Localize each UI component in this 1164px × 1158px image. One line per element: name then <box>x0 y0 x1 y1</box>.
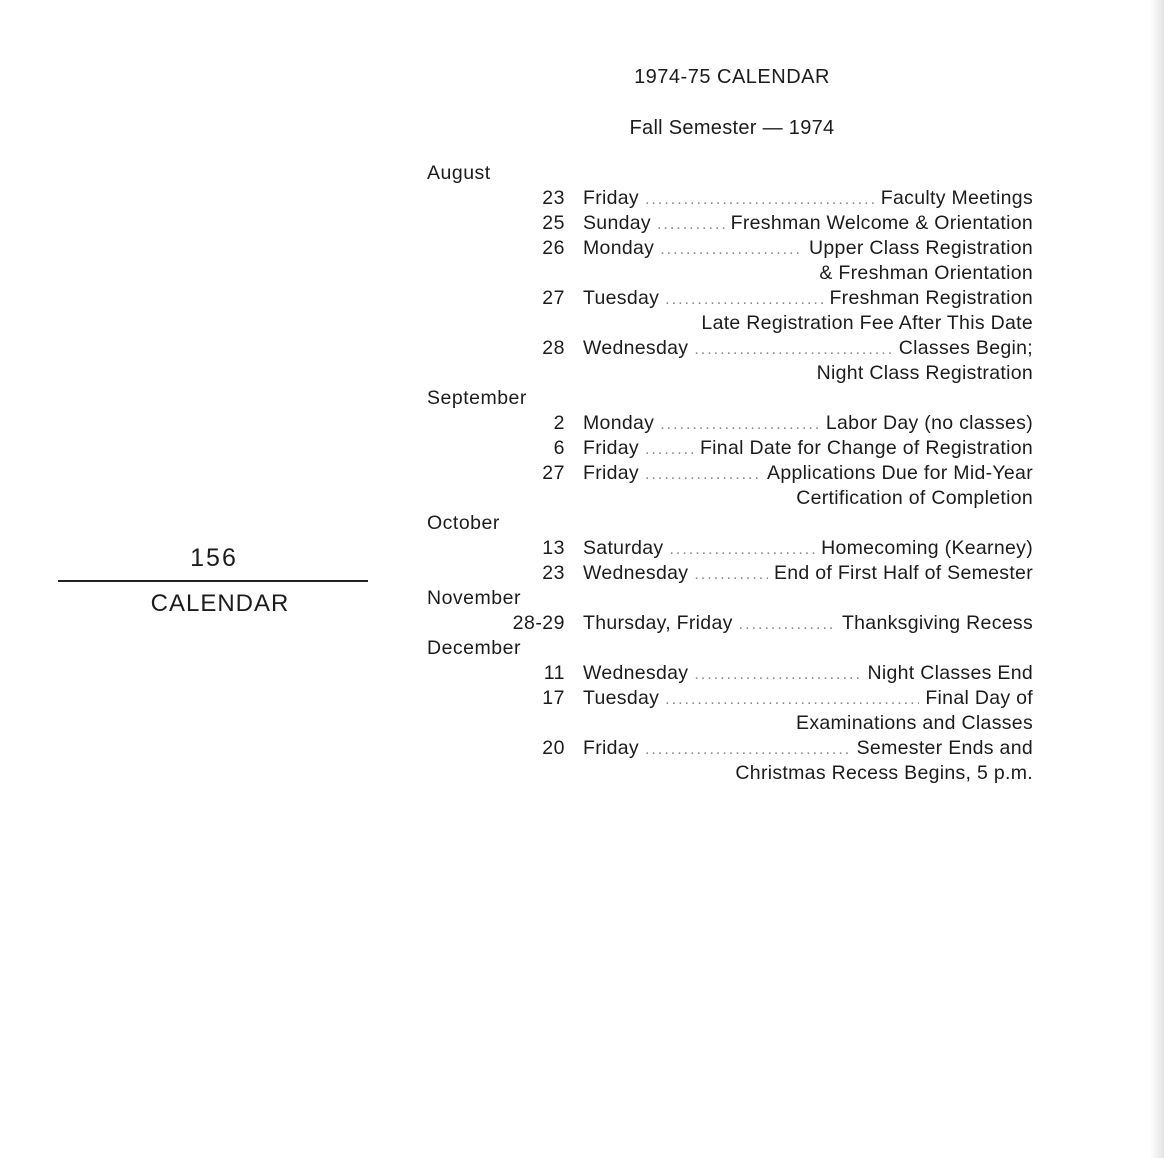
entry-event: Thanksgiving Recess <box>841 612 1033 634</box>
dot-leader <box>694 662 861 687</box>
calendar-entry <box>427 561 1033 586</box>
entry-event-continuation: Christmas Recess Begins, 5 p.m. <box>735 762 1033 784</box>
dot-leader <box>660 412 820 437</box>
entry-event-continuation: Certification of Completion <box>796 487 1033 509</box>
dot-leader <box>665 687 919 712</box>
calendar-entry <box>427 661 1033 686</box>
page-edge-shadow <box>1150 0 1164 1158</box>
calendar-entry <box>427 461 1033 486</box>
entry-weekday: Wednesday <box>583 662 689 684</box>
entry-date: 23 <box>542 187 565 209</box>
page-title: 1974-75 CALENDAR <box>634 66 830 88</box>
entry-event: Classes Begin; <box>898 337 1033 359</box>
entry-event-continuation: Late Registration Fee After This Date <box>701 312 1033 334</box>
entry-weekday: Wednesday <box>583 562 689 584</box>
entry-date: 27 <box>542 287 565 309</box>
entry-weekday: Friday <box>583 187 639 209</box>
entry-event-continuation: Examinations and Classes <box>796 712 1033 734</box>
calendar-entry <box>427 436 1033 461</box>
entry-event: End of First Half of Semester <box>773 562 1033 584</box>
dot-leader <box>739 612 836 637</box>
dot-leader <box>645 462 761 487</box>
entry-date: 25 <box>542 212 565 234</box>
entry-date: 26 <box>542 237 565 259</box>
entry-date: 28 <box>542 337 565 359</box>
entry-weekday: Monday <box>583 412 655 434</box>
entry-event: Applications Due for Mid-Year <box>767 462 1033 484</box>
semester-heading: Fall Semester — 1974 <box>629 117 835 139</box>
entry-event: Labor Day (no classes) <box>825 412 1033 434</box>
dot-leader <box>645 187 875 212</box>
dot-leader <box>694 562 768 587</box>
section-label: CALENDAR <box>150 590 290 617</box>
entry-weekday: Tuesday <box>583 687 660 709</box>
entry-event-continuation: & Freshman Orientation <box>819 262 1033 284</box>
calendar-entry <box>427 286 1033 311</box>
entry-date: 2 <box>553 412 565 434</box>
margin-divider <box>58 580 368 582</box>
month-heading: December <box>427 637 521 659</box>
entry-weekday: Wednesday <box>583 337 689 359</box>
calendar-entry <box>427 186 1033 211</box>
entry-date: 27 <box>542 462 565 484</box>
entry-weekday: Friday <box>583 462 639 484</box>
entry-weekday: Monday <box>583 237 655 259</box>
dot-leader <box>657 212 725 237</box>
entry-weekday: Sunday <box>583 212 651 234</box>
entry-event: Homecoming (Kearney) <box>821 537 1033 559</box>
entry-event: Freshman Welcome & Orientation <box>730 212 1033 234</box>
calendar-entry <box>427 336 1033 361</box>
month-heading: August <box>427 162 491 184</box>
entry-event: Upper Class Registration <box>809 237 1033 259</box>
entry-date: 17 <box>542 687 565 709</box>
entry-event: Faculty Meetings <box>880 187 1033 209</box>
entry-weekday: Saturday <box>583 537 664 559</box>
dot-leader <box>694 337 892 362</box>
entry-event: Final Day of <box>925 687 1033 709</box>
calendar-entry <box>427 211 1033 236</box>
page-number: 156 <box>190 544 238 572</box>
entry-event: Final Date for Change of Registration <box>699 437 1033 459</box>
entry-event: Semester Ends and <box>856 737 1033 759</box>
calendar-entry <box>427 736 1033 761</box>
month-heading: September <box>427 387 527 409</box>
dot-leader <box>645 437 694 462</box>
entry-weekday: Tuesday <box>583 287 660 309</box>
entry-weekday: Thursday, Friday <box>583 612 733 634</box>
calendar-entry <box>427 686 1033 711</box>
entry-date: 20 <box>542 737 565 759</box>
entry-date: 6 <box>553 437 565 459</box>
entry-event: Freshman Registration <box>829 287 1033 309</box>
entry-date: 11 <box>543 662 565 684</box>
calendar-entry <box>427 611 1033 636</box>
calendar-entry <box>427 411 1033 436</box>
entry-date: 23 <box>542 562 565 584</box>
entry-date: 28-29 <box>512 612 565 634</box>
dot-leader <box>660 237 803 262</box>
entry-weekday: Friday <box>583 737 639 759</box>
calendar-entry <box>427 536 1033 561</box>
dot-leader <box>669 537 815 562</box>
dot-leader <box>665 287 823 312</box>
month-heading: November <box>427 587 521 609</box>
entry-weekday: Friday <box>583 437 639 459</box>
entry-event-continuation: Night Class Registration <box>816 362 1033 384</box>
calendar-list <box>427 161 1033 786</box>
month-heading: October <box>427 512 500 534</box>
calendar-entry <box>427 236 1033 261</box>
dot-leader <box>645 737 851 762</box>
entry-event: Night Classes End <box>867 662 1033 684</box>
entry-date: 13 <box>542 537 565 559</box>
